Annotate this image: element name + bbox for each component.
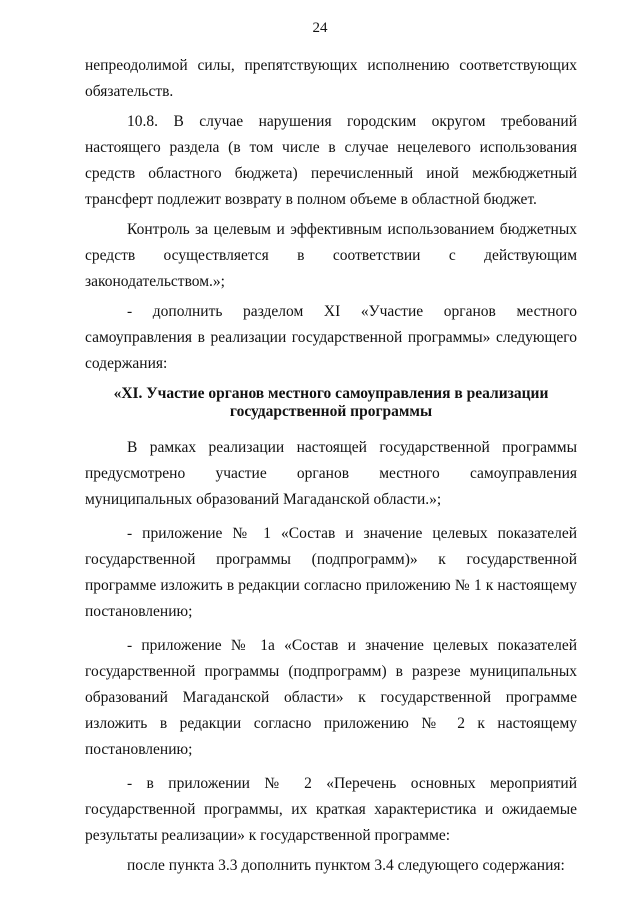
paragraph-10-8: 10.8. В случае нарушения городским округом требований настоящего раздела (в том числе в случае нецелевого использования средств областного бюджета) перечисленный иной межбюджетный трансферт подлежит возврату в полном объеме в областной бюджет. <box>85 113 577 208</box>
paragraph-add-section: - дополнить разделом XI «Участие органов местного самоуправления в реализации государственной программы» следующего содержания: <box>85 303 577 372</box>
paragraph-appendix-2: - в приложении № 2 «Перечень основных мероприятий государственной программы, их краткая характеристика и ожидаемые результаты реализации» к государственной программе: <box>85 775 577 844</box>
section-heading-line-1: «XI. Участие органов местного самоуправления в реализации <box>113 385 549 402</box>
paragraph-continuation: непреодолимой силы, препятствующих исполнению соответствующих обязательств. <box>85 57 577 100</box>
paragraph-point-3-4: после пункта 3.3 дополнить пунктом 3.4 следующего содержания: <box>127 857 565 874</box>
page-number: 24 <box>312 20 328 36</box>
section-heading <box>85 385 577 421</box>
document-body <box>85 53 577 879</box>
paragraph-appendix-1a: - приложение № 1а «Состав и значение целевых показателей государственной программы (подпрограмм) в разрезе муниципальных образований Магаданской области» к государственной программе изложить в редакции согласно приложению № 2 к настоящему постановлению; <box>85 637 577 758</box>
section-heading-line-2: государственной программы <box>229 403 433 420</box>
paragraph-participation: В рамках реализации настоящей государственной программы предусмотрено участие органов местного самоуправления муниципальных образований Магаданской области.»; <box>85 439 577 508</box>
paragraph-appendix-1: - приложение № 1 «Состав и значение целевых показателей государственной программы (подпрограмм)» к государственной программе изложить в редакции согласно приложению № 1 к настоящему постановлению; <box>85 525 577 620</box>
paragraph-control: Контроль за целевым и эффективным использованием бюджетных средств осуществляется в соответствии с действующим законодательством.»; <box>85 221 577 290</box>
